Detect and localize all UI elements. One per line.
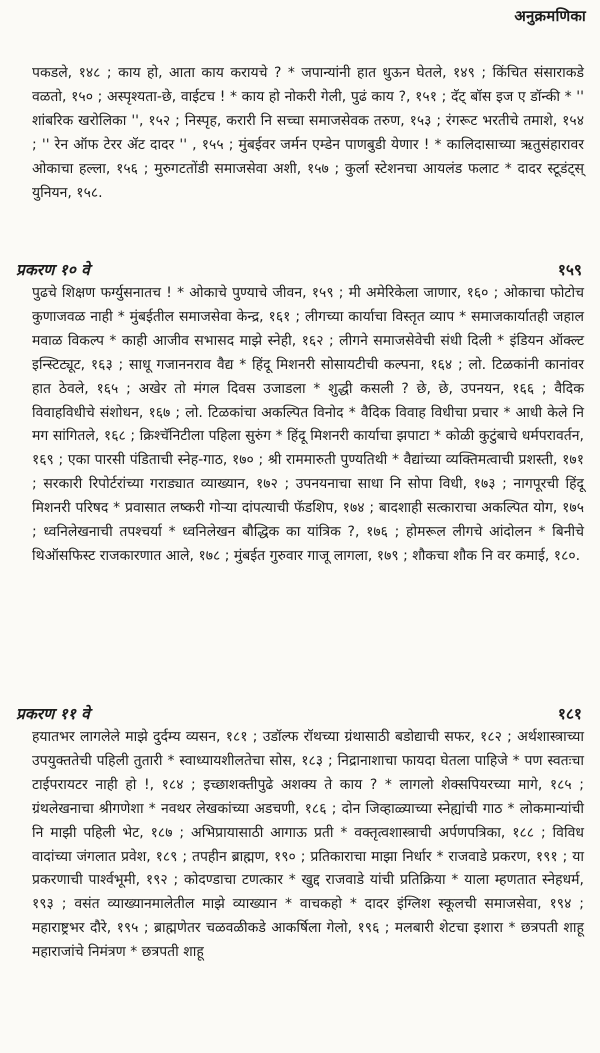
chapter-heading-row: [16, 700, 584, 726]
chapter-heading-row: [16, 256, 584, 282]
chapter-page-number: १८१: [557, 705, 582, 723]
chapter-contents: हयातभर लागलेले माझे दुर्दम्य व्यसन, १८१ ; उडॉल्फ रॉथच्या ग्रंथासाठी बडोद्याची सफर, १८२ ; अर्थशास्त्राच्या उपयुक्ततेची पहिली तुतारी * स्वाध्यायशीलतेचा सोस, १८३ ; निद्रानाशाचा फायदा घेतला पाहिजे * पण स्वतःचा टाईपरायटर नाही हो !, १८४ ; इच्छाशक्तीपुढे अशक्य ते काय ? * लागलो शेक्सपियरच्या मागे, १८५ ; ग्रंथलेखनाचा श्रीगणेशा * नवथर लेखकांच्या अडचणी, १८६ ; दोन जिव्हाळ्याच्या स्नेह्यांची गाठ * लोकमान्यांची नि माझी पहिली भेट, १८७ ; अभिप्रायासाठी आगाऊ प्रती * वक्तृत्वशास्त्राची अर्पणपत्रिका, १८८ ; विविध वादांच्या जंगलात प्रवेश, १८९ ; तपहीन ब्राह्मण, १९० ; प्रतिकाराचा माझा निर्धार * राजवाडे प्रकरण, १९१ ; या प्रकरणाची पार्श्वभूमी, १९२ ; कोदण्डाचा टणत्कार * खुद्द राजवाडे यांची प्रतिक्रिया * याला म्हणतात स्नेहधर्म, १९३ ; वसंत व्याख्यानमालेतील माझे व्याख्यान * वाचकहो * दादर इंग्लिश स्कूलची समाजसेवा, १९४ ; महाराष्ट्रभर दौरे, १९५ ; ब्राह्मणेतर चळवळीकडे आकर्षिला गेलो, १९६ ; मलबारी शेटचा इशारा * छत्रपती शाहू महाराजांचे निमंत्रण * छत्रपती शाहू: [32, 729, 584, 961]
chapter-title: प्रकरण ११ वे: [16, 705, 90, 723]
chapter-10-section: [16, 256, 584, 569]
chapter-page-number: १५९: [557, 261, 582, 279]
page-header-title: अनुक्रमणिका: [514, 7, 586, 25]
chapter-11-section: [16, 700, 584, 965]
chapter-contents: पुढचे शिक्षण फर्ग्युसनातच ! * ओकाचे पुण्याचे जीवन, १५९ ; मी अमेरिकेला जाणार, १६० ; ओकाचा फोटोच कुणाजवळ नाही * मुंबईतील समाजसेवा केन्द्र, १६१ ; लीगच्या कार्याचा विस्तृत व्याप * समाजकार्यातही जहाल मवाळ विकल्प * काही आजीव सभासद माझे स्नेही, १६२ ; लीगने समाजसेवेची संधी दिली * इंडियन ऑक्ल्ट इन्स्टिट्यूट, १६३ ; साधू गजाननराव वैद्य * हिंदू मिशनरी सोसायटीची कल्पना, १६४ ; लो. टिळकांनी कानांवर हात ठेवले, १६५ ; अखेर तो मंगल दिवस उजाडला * शुद्धी कसली ? छे, छे, उपनयन, १६६ ; वैदिक विवाहविधीचे संशोधन, १६७ ; लो. टिळकांचा अकल्पित विनोद * वैदिक विवाह विधीचा प्रचार * आधी केले नि मग सांगितले, १६८ ; क्रिश्चॅनिटीला पहिला सुरुंग * हिंदू मिशनरी कार्याचा झपाटा * कोळी कुटुंबाचे धर्मपरावर्तन, १६९ ; एका पारसी पंडिताची स्नेह-गाठ, १७० ; श्री राममारुती पुण्यतिथी * वैद्यांच्या व्यक्तिमत्वाची प्रशस्ती, १७१ ; सरकारी रिपोर्टरांच्या गराड्यात व्याख्यान, १७२ ; उपनयनाचा साधा नि सोपा विधी, १७३ ; नागपूरची हिंदू मिशनरी परिषद * प्रवासात लष्करी गोऱ्या दांपत्याची फॅडशिप, १७४ ; बादशाही सत्काराचा अकल्पित योग, १७५ ; ध्वनिलेखनाची तपश्चर्या * ध्वनिलेखन बौद्धिक का यांत्रिक ?, १७६ ; होमरूल लीगचे आंदोलन * बिनीचे थिऑसफिस्ट राजकारणात आले, १७८ ; मुंबईत गुरुवार गाजू लागला, १७९ ; शौकचा शौक नि वर कमाई, १८०.: [32, 285, 584, 564]
chapter-title: प्रकरण १० वे: [16, 261, 90, 279]
intro-block: [16, 62, 584, 205]
intro-paragraph: पकडले, १४८ ; काय हो, आता काय करायचे ? * जपान्यांनी हात धुऊन घेतले, १४९ ; किंचित संसाराकडे वळतो, १५० ; अस्पृश्यता-छे, वाईटच ! * काय हो नोकरी गेली, पुढं काय ?, १५१ ; दॅट्‍ बॉस इज ए डॉन्की * '' शांबरिक खरोलिका '', १५२ ; निस्पृह, करारी नि सच्चा समाजसेवक तरुण, १५३ ; रंगरूट भरतीचे तमाशे, १५४ ; '' रेन ऑफ टेरर ॲट दादर '' , १५५ ; मुंबईवर जर्मन एम्डेन पाणबुडी येणार ! * कालिदासाच्या ऋतुसंहारावर ओकाचा हल्ला, १५६ ; मुरुगटतोंडी समाजसेवा अशी, १५७ ; कुर्ला स्टेशनचा आयलंड फलाट * दादर स्टूडंट्‍स् युनियन, १५८.: [32, 65, 584, 201]
